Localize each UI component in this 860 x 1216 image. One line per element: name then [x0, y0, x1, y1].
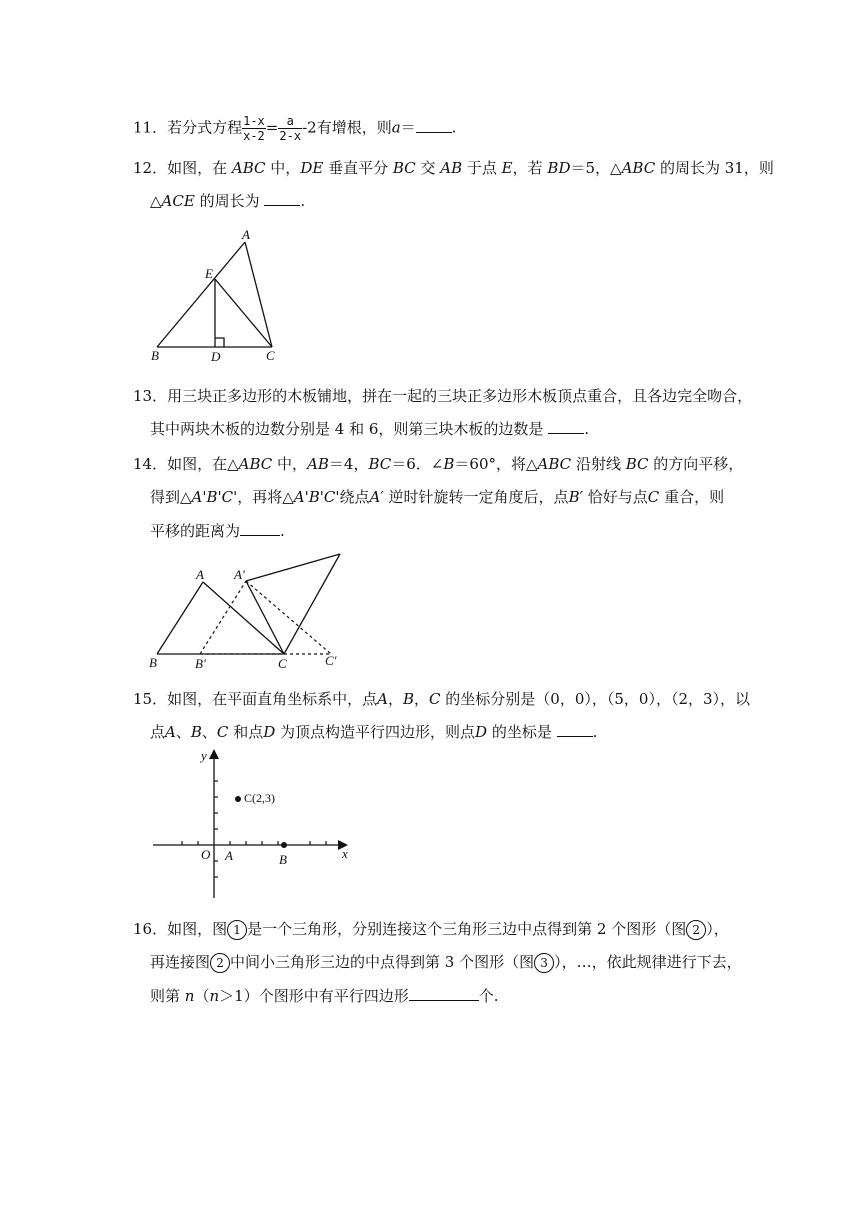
q14-a1: A′ [369, 488, 384, 506]
question-14-line-2 [150, 486, 724, 507]
q15-text: 的坐标是 [491, 723, 552, 741]
q16-n: n [184, 987, 195, 1005]
q14-c: C [647, 488, 660, 506]
q15-label-O: O [201, 847, 211, 862]
q13-answer-blank[interactable] [548, 418, 584, 434]
q13-end: . [584, 420, 589, 438]
q14-label-B1: B′ [195, 656, 206, 670]
q15-text: 如图，在平面直角坐标系中，点 [167, 690, 378, 708]
question-14-line-1 [133, 453, 743, 474]
q12-figure [145, 225, 295, 365]
q14-b1: B′ [568, 488, 583, 506]
q15-text: 点 [150, 723, 166, 741]
q12-abc-2: ABC [621, 159, 656, 177]
q16-text: 是一个三角形，分别连接这个三角形三边中点得到第 2 个图形（图 [247, 920, 687, 938]
q16-circled-1: 1 [227, 920, 247, 940]
q12-text: 如图，在 [167, 159, 228, 177]
q16-circled-2: 2 [686, 920, 706, 940]
q12-text: 交 [420, 159, 436, 177]
q14-text: ＝4， [328, 455, 369, 473]
q12-label-E: E [205, 266, 213, 281]
question-16-line-1 [133, 918, 729, 940]
q14-number: 14． [133, 455, 168, 473]
q11-var-a: a [391, 118, 401, 137]
q11-frac2-numerator: a [278, 114, 302, 129]
q14-figure [145, 548, 355, 670]
q15-y-axis-arrow [209, 749, 219, 759]
q15-text: 的坐标分别是（0，0），（5，0），（2，3），以 [445, 690, 751, 708]
q11-equals-2: ＝ [400, 118, 416, 137]
q12-answer-blank[interactable] [264, 190, 300, 206]
q14-bc-2: BC [625, 455, 649, 473]
q14-segment-rotated-side [284, 554, 340, 654]
q15-label-B: B [279, 852, 287, 867]
q11-equals: = [265, 118, 279, 137]
q16-text: 个. [478, 987, 499, 1005]
q14-b: B [443, 455, 455, 473]
q11-fraction-2 [278, 114, 302, 143]
q14-label-C: C [278, 656, 287, 670]
q12-segment-BA [157, 242, 245, 347]
q14-abc-2: ABC [537, 455, 572, 473]
q12-bd: BD [547, 159, 571, 177]
q16-circled-2b: 2 [210, 953, 230, 973]
q14-dashed-B1A1 [200, 581, 246, 654]
q15-b-2: B [190, 723, 202, 741]
q15-text: 为顶点构造平行四边形，则点 [280, 723, 476, 741]
q11-frac1-numerator: 1-x [243, 114, 265, 128]
q12-right-angle-mark [215, 338, 224, 347]
q16-text: ），…，依此规律进行下去， [554, 953, 742, 971]
q15-a-2: A [165, 723, 176, 741]
q14-text: 得到△ [150, 488, 192, 506]
q14-text: 平移的距离为 [150, 522, 241, 540]
q11-end: . [451, 118, 457, 137]
q14-text: ＝6．∠ [391, 455, 444, 473]
q12-text: 垂直平分 [328, 159, 389, 177]
q15-point-B [281, 842, 287, 848]
q12-ace: ACE [161, 192, 195, 210]
q13-number: 13． [133, 387, 168, 405]
q11-frac2-denominator: 2-x [279, 129, 302, 143]
q14-text: 沿射线 [575, 455, 621, 473]
q14-bc: BC [368, 455, 392, 473]
q12-text: 于点 [466, 159, 497, 177]
question-15-line-2 [150, 721, 597, 742]
question-16-line-3 [150, 985, 498, 1006]
q15-text: ， [387, 690, 403, 708]
q14-a1b1c1-2: A'B'C' [293, 488, 340, 506]
q16-text: 则第 [150, 987, 181, 1005]
question-12-line-2 [150, 190, 305, 211]
q14-text: 如图，在△ [167, 455, 239, 473]
q15-b: B [402, 690, 414, 708]
q15-coordinate-figure [145, 744, 360, 904]
question-15-line-1 [133, 688, 750, 709]
q14-text: ＝60°，将△ [454, 455, 538, 473]
q14-segment-AC [203, 582, 284, 654]
q16-text: 再连接图 [150, 953, 211, 971]
q11-text-b: 有增根，则 [316, 118, 392, 137]
q12-label-B: B [151, 348, 159, 363]
q11-minus-two: -2 [302, 118, 317, 137]
q15-text: 、 [201, 723, 217, 741]
q12-ab: AB [440, 159, 463, 177]
question-14-line-3 [150, 520, 285, 541]
question-13-line-1 [133, 385, 752, 406]
q12-text: 中， [270, 159, 301, 177]
q12-text: ，若 [512, 159, 543, 177]
q16-text: 中间小三角形三边的中点得到第 3 个图形（图 [230, 953, 535, 971]
q11-answer-blank[interactable] [416, 117, 452, 133]
q14-answer-blank[interactable] [240, 520, 280, 536]
q14-text: 的方向平移， [653, 455, 744, 473]
q16-text: ）， [706, 920, 729, 938]
q15-number: 15． [133, 690, 168, 708]
q14-text: 恰好与点 [587, 488, 648, 506]
q15-a: A [377, 690, 388, 708]
q15-text: ， [414, 690, 430, 708]
q11-number: 11． [133, 118, 168, 137]
q12-de: DE [300, 159, 324, 177]
q16-text: ＞1）个图形中有平行四边形 [219, 987, 409, 1005]
q16-number: 16． [133, 920, 168, 938]
q14-abc: ABC [238, 455, 273, 473]
q15-c: C [429, 690, 441, 708]
question-12-line-1 [133, 157, 774, 178]
q12-label-D: D [211, 349, 221, 364]
q16-text: 如图，图 [167, 920, 228, 938]
q16-n-2: n [209, 987, 220, 1005]
q11-text-a: 若分式方程 [167, 118, 243, 137]
q12-text: 的周长为 [199, 192, 260, 210]
q13-text: 用三块正多边形的木板铺地，拼在一起的三块正多边形木板顶点重合，且各边完全吻合， [167, 387, 753, 405]
q14-text: ，再将△ [237, 488, 294, 506]
q14-end: . [280, 522, 285, 540]
q14-text: 绕点 [339, 488, 370, 506]
q14-segment-BA [157, 582, 203, 654]
question-13-line-2 [150, 418, 589, 439]
q14-segment-A1C [246, 581, 284, 654]
q15-label-x: x [342, 846, 348, 861]
q15-point-C [235, 796, 241, 802]
q15-end: . [592, 723, 598, 741]
q15-d-2: D [475, 723, 488, 741]
q12-triangle-symbol: △ [150, 192, 162, 210]
q14-label-C1: C′ [325, 653, 337, 668]
q12-text: ＝5，△ [570, 159, 622, 177]
q14-text: 重合，则 [664, 488, 725, 506]
q15-answer-blank[interactable] [557, 721, 593, 737]
q15-label-y: y [201, 748, 207, 763]
q15-label-A: A [225, 848, 233, 863]
q15-text: 和点 [233, 723, 264, 741]
q15-d: D [263, 723, 276, 741]
q12-text: 的周长为 31，则 [659, 159, 774, 177]
q14-label-B: B [149, 655, 157, 670]
q16-text: （ [194, 987, 210, 1005]
q13-text: 其中两块木板的边数分别是 4 和 6，则第三块木板的边数是 [150, 420, 544, 438]
q14-ab: AB [307, 455, 329, 473]
question-11 [133, 114, 456, 143]
q14-label-A1: A′ [234, 567, 245, 582]
question-16-line-2 [150, 951, 742, 973]
q14-text: 中， [277, 455, 308, 473]
q16-answer-blank[interactable] [409, 985, 479, 1001]
q11-frac1-denominator: x-2 [243, 129, 265, 143]
q16-circled-3: 3 [534, 953, 554, 973]
q15-label-C: C(2,3) [244, 791, 275, 805]
q14-text: 逆时针旋转一定角度后，点 [388, 488, 569, 506]
q12-label-A: A [242, 227, 250, 242]
q12-number: 12． [133, 159, 168, 177]
q14-segment-rotated-top [246, 554, 340, 581]
q15-text: 、 [175, 723, 191, 741]
q12-e: E [501, 159, 513, 177]
q11-fraction-1 [242, 114, 266, 143]
q14-label-A: A [196, 567, 204, 582]
q12-label-C: C [266, 348, 275, 363]
q12-end: . [300, 192, 306, 210]
q15-c-2: C [216, 723, 229, 741]
q12-bc: BC [392, 159, 416, 177]
q14-a1b1c1: A'B'C' [191, 488, 238, 506]
q12-abc: ABC [231, 159, 266, 177]
